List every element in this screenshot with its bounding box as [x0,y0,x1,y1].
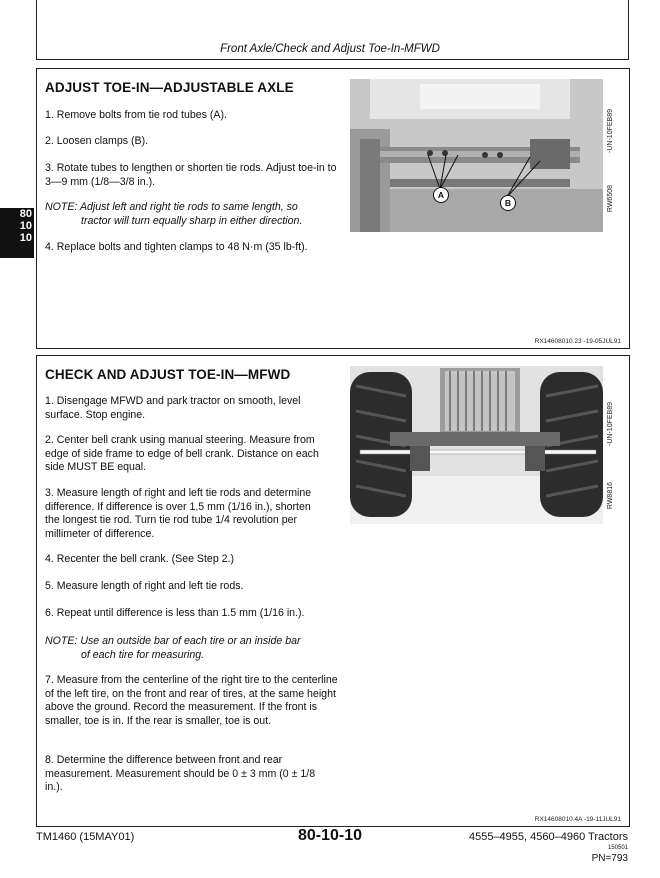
note-line2: tractor will turn equally sharp in either direction. [81,214,303,227]
check-adjust-toe-in-mfwd-section [36,355,630,827]
adjust-toe-in-adjustable-axle-section [36,68,630,349]
section2-step1: 1. Disengage MFWD and park tractor on smooth, level surface. Stop engine. [45,395,301,421]
side-tab-line1: 80 [19,208,32,220]
note2-line2: of each tire for measuring. [81,648,205,661]
tie-rod-illustration [350,79,603,232]
section1-step4: 4. Replace bolts and tighten clamps to 48 N·m (35 lb-ft). [45,241,308,253]
note-label: NOTE: [45,201,78,213]
footer-manual-id: TM1460 (15MAY01) [36,831,135,843]
header-underline [36,59,629,60]
callout-a: A [433,187,449,203]
note2-line1: Use an outside bar of each tire or an inside bar [80,635,301,647]
section2-step3: 3. Measure length of right and left tie rods and determine difference. If difference is over 1.5 mm (1/16 in.), shorten the longest tie rod. Turn tie rod tube 1/4 revolution per millimeter of difference. [45,487,312,540]
section2-step5: 5. Measure length of right and left tie rods. [45,580,244,592]
section2-title: CHECK AND ADJUST TOE-IN—MFWD [45,367,291,382]
section2-ref-code: RX14608010.4A -19-11JUL91 [534,816,621,823]
section1-title: ADJUST TOE-IN—ADJUSTABLE AXLE [45,80,294,95]
footer-models: 4555–4955, 4560–4960 Tractors [468,831,628,843]
section2-step2: 2. Center bell crank using manual steering. Measure from edge of side frame to edge of bell crank. Distance on each side MUST BE equal. [45,434,319,473]
photo1-caption: RW6508 [607,185,614,213]
photo2-caption: RW8816 [607,482,614,510]
footer-small-code: 150501 [607,845,628,851]
section-side-tab [0,208,34,258]
section2-step4: 4. Recenter the bell crank. (See Step 2.) [45,553,235,565]
footer-pn: PN=793 [591,853,628,864]
page-header-title: Front Axle/Check and Adjust Toe-In-MFWD [220,43,440,55]
photo1-code: -UN-10FEB89 [607,109,614,153]
section1-step3: 3. Rotate tubes to lengthen or shorten tie rods. Adjust toe-in to 3—9 mm (1/8—3/8 in.). [45,162,337,188]
section2-step6: 6. Repeat until difference is less than 1.5 mm (1/16 in.). [45,607,305,619]
callout-b: B [500,195,516,211]
section2-step8: 8. Determine the difference between front and rear measurement. Measurement should be 0 ± 3 mm (0 ± 1/8 in.). [45,754,316,793]
note2-label: NOTE: [45,635,78,647]
section1-note [45,201,355,228]
tie-rod-photo [350,79,603,232]
side-tab-line2: 10 [19,220,32,232]
footer-page-number: 80-10-10 [298,827,363,844]
section2-note [45,635,345,662]
photo2-code: -UN-10FEB89 [607,402,614,446]
side-tab-line3: 10 [19,232,32,244]
section1-step2: 2. Loosen clamps (B). [45,135,149,147]
note-line1: Adjust left and right tie rods to same length, so [79,201,298,213]
section2-step7: 7. Measure from the centerline of the right tire to the centerline of the left tire, on the front and rear of tires, at the same height above the ground. Record the measurement. If the front is smaller, toe is in. If the rear is smaller, toe is out. [45,674,338,727]
tractor-front-illustration [350,366,603,524]
section1-step1: 1. Remove bolts from tie rod tubes (A). [45,109,227,121]
section1-ref-code: RX14608010.23 -19-05JUL91 [534,338,621,345]
tractor-front-photo [350,366,603,524]
